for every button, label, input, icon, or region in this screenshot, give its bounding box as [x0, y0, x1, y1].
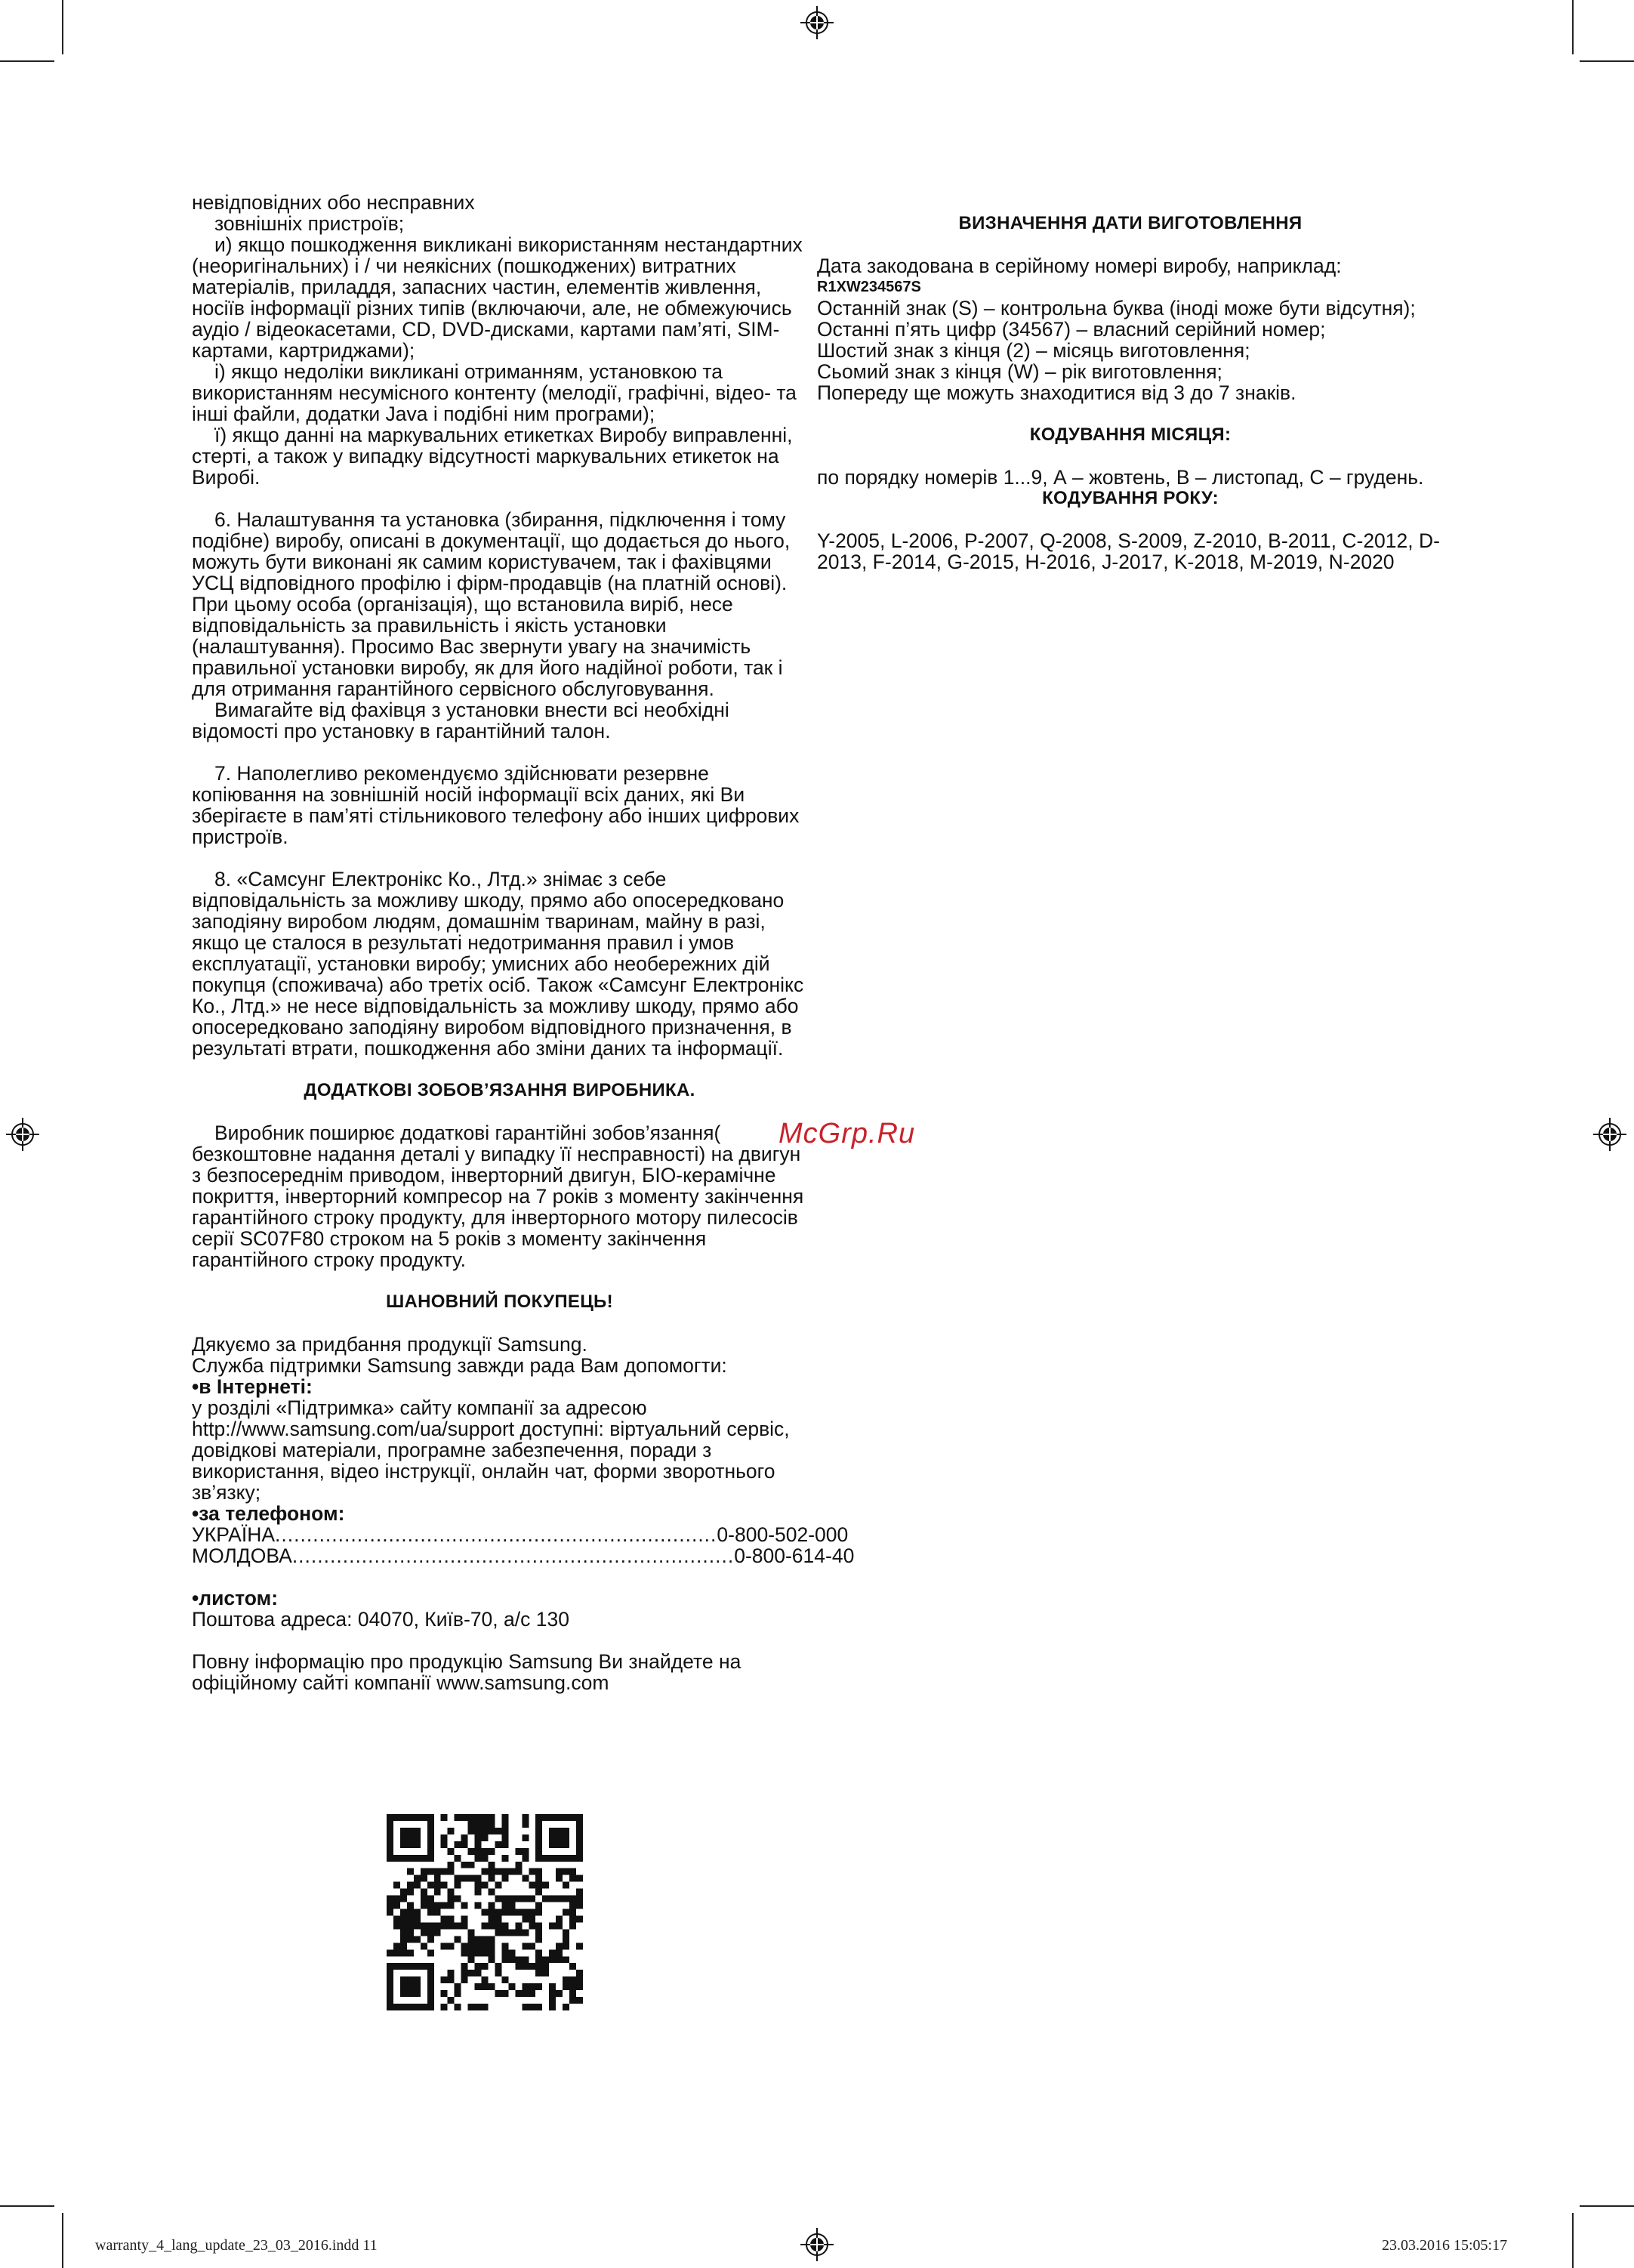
section-heading: ШАНОВНИЙ ПОКУПЕЦЬ! — [386, 1291, 613, 1312]
registration-mark-icon — [6, 1118, 39, 1151]
paragraph: по порядку номерів 1...9, А – жовтень, В – листопад, С – грудень. — [817, 466, 1424, 489]
paragraph: невідповідних обо несправних — [192, 191, 475, 214]
phone-number: 0-800-502-000 — [717, 1523, 849, 1546]
bullet-label: •в Інтернеті: — [192, 1375, 313, 1398]
paragraph: Y-2005, L-2006, P-2007, Q-2008, S-2009, Z-2010, B-2011, C-2012, D-2013, F-2014, G-2015, H-2016, J-2017, K-2018, M-2019, N-2020 — [817, 529, 1440, 573]
paragraph: Шостий знак з кінця (2) – місяць виготовлення; — [817, 339, 1250, 362]
registration-mark-icon — [1593, 1118, 1626, 1151]
section-heading: КОДУВАННЯ РОКУ: — [1042, 488, 1219, 508]
paragraph: 7. Наполегливо рекомендуємо здійснювати резервне копіювання на зовнішній носій інформації всіх даних, які Ви зберігаєте в пам’яті стільникового телефону або інших цифрових пристроїв. — [192, 762, 800, 848]
paragraph: Виробник поширює додаткові гарантійні зобов’язання( безкоштовне надання деталі у випадку її несправності) на двигун з безпосереднім приводом, інверторний двигун, БІО-керамічне покриття, інверторний компресор на 7 років з моменту закінчення гарантійного строку продукту, для інверторного мотору пилесосів серії SC07F80 строком на 5 років з моменту закінчення гарантійного строку продукту. — [192, 1122, 804, 1271]
watermark: McGrp.Ru — [778, 1118, 916, 1149]
crop-mark — [62, 0, 63, 54]
phone-dots: ...................................................................... — [291, 1544, 735, 1567]
phone-dots: ...................................................................... — [275, 1523, 717, 1546]
serial-example: R1XW234567S — [817, 279, 921, 295]
right-column — [817, 213, 1444, 572]
footer-filename: warranty_4_lang_update_23_03_2016.indd 11 — [95, 2237, 378, 2254]
registration-mark-icon — [800, 2228, 834, 2261]
crop-mark — [0, 60, 54, 62]
paragraph: Останній знак (S) – контрольна буква (іноді може бути відсутня); — [817, 297, 1416, 319]
paragraph: Попереду ще можуть знаходитися від 3 до 7 знаків. — [817, 381, 1296, 404]
crop-mark — [1572, 2213, 1574, 2268]
paragraph: Сьомий знак з кінця (W) – рік виготовлення; — [817, 360, 1222, 383]
phone-number: 0-800-614-40 — [734, 1544, 855, 1567]
paragraph: 8. «Самсунг Електронікс Ко., Лтд.» знімає з себе відповідальність за можливу шкоду, прямо або опосередковано заподіяну виробом людям, домашнім тваринам, майну в разі, якщо це сталося в результаті недотримання правил і умов експлуатації, установки виробу; умисних або необережних дій покупця (споживача) або третіх осіб. Також «Самсунг Електронікс Ко., Лтд.» не несе відповідальність за можливу шкоду, прямо або опосередковано заподіяну виробом відповідного призначення, в результаті втрати, пошкодження або зміни даних та інформації. — [192, 868, 804, 1060]
footer-timestamp: 23.03.2016 15:05:17 — [1382, 2237, 1508, 2254]
paragraph: и) якщо пошкодження викликані використанням нестандартних (неоригінальних) і / чи неякісних (пошкоджених) витратних матеріалів, приладдя, запасних частин, елементів живлення, носіїв інформації різних типів (включаючи, але, не обмежуючись аудіо / відеокасетами, CD, DVD-дисками, картами пам’яті, SIM-картами, картриджами); — [192, 233, 803, 362]
paragraph: Останні п’ять цифр (34567) – власний серійний номер; — [817, 318, 1326, 341]
paragraph: Поштова адреса: 04070, Київ-70, а/с 130 — [192, 1608, 569, 1631]
phone-line — [192, 1544, 855, 1567]
crop-mark — [0, 2205, 54, 2207]
paragraph: 6. Налаштування та установка (збирання, підключення і тому подібне) виробу, описані в документації, що додається до нього, можуть бути виконані як самим користувачем, так і фахівцями УСЦ відповідного профілю і фірм-продавців (на платній основі). При цьому особа (організація), що встановила виріб, несе відповідальність за правильність і якість установки (налаштування). Просимо Вас звернути увагу на значимість правильної установки виробу, як для його надійної роботи, так і для отримання гарантійного сервісного обслуговування. — [192, 508, 791, 700]
section-heading: КОДУВАННЯ МІСЯЦЯ: — [1029, 424, 1232, 445]
paragraph: у розділі «Підтримка» сайту компанії за адресою http://www.samsung.com/ua/support доступні: віртуальний сервіс, довідкові матеріали, програмне забезпечення, поради з використання, відео інструкції, онлайн чат, форми зворотнього зв’язку; — [192, 1396, 790, 1504]
section-heading: ВИЗНАЧЕННЯ ДАТИ ВИГОТОВЛЕННЯ — [958, 213, 1303, 233]
qr-code-icon — [387, 1814, 583, 2010]
paragraph: зовнішніх пристроїв; — [214, 212, 405, 235]
paragraph: Служба підтримки Samsung завжди рада Вам допомогти: — [192, 1354, 727, 1377]
paragraph: Повну інформацію про продукцію Samsung Ви знайдете на офіційному сайті компанії www.samsung.com — [192, 1650, 741, 1694]
crop-mark — [1580, 2205, 1634, 2207]
phone-line — [192, 1523, 849, 1546]
paragraph: Дякуємо за придбання продукції Samsung. — [192, 1333, 587, 1356]
paragraph: і) якщо недоліки викликані отриманням, установкою та використанням несумісного контенту (мелодії, графічні, відео- та інші файли, додатки Java і подібні ним програми); — [192, 360, 797, 425]
crop-mark — [62, 2213, 63, 2268]
crop-mark — [1580, 60, 1634, 62]
paragraph: Дата закодована в серійному номері виробу, наприклад: — [817, 255, 1342, 277]
phone-country: УКРАЇНА — [192, 1523, 276, 1546]
paragraph: ї) якщо данні на маркувальних етикетках Виробу виправленні, стерті, а також у випадку відсутності маркувальних етикеток на Виробі. — [192, 424, 793, 489]
bullet-label: •за телефоном: — [192, 1502, 345, 1525]
bullet-label: •листом: — [192, 1587, 279, 1609]
registration-mark-icon — [800, 6, 834, 39]
section-heading: ДОДАТКОВІ ЗОБОВ’ЯЗАННЯ ВИРОБНИКА. — [304, 1080, 695, 1100]
phone-country: МОЛДОВА — [192, 1544, 292, 1567]
crop-mark — [1572, 0, 1574, 54]
paragraph: Вимагайте від фахівця з установки внести всі необхідні відомості про установку в гарантійний талон. — [192, 699, 729, 742]
